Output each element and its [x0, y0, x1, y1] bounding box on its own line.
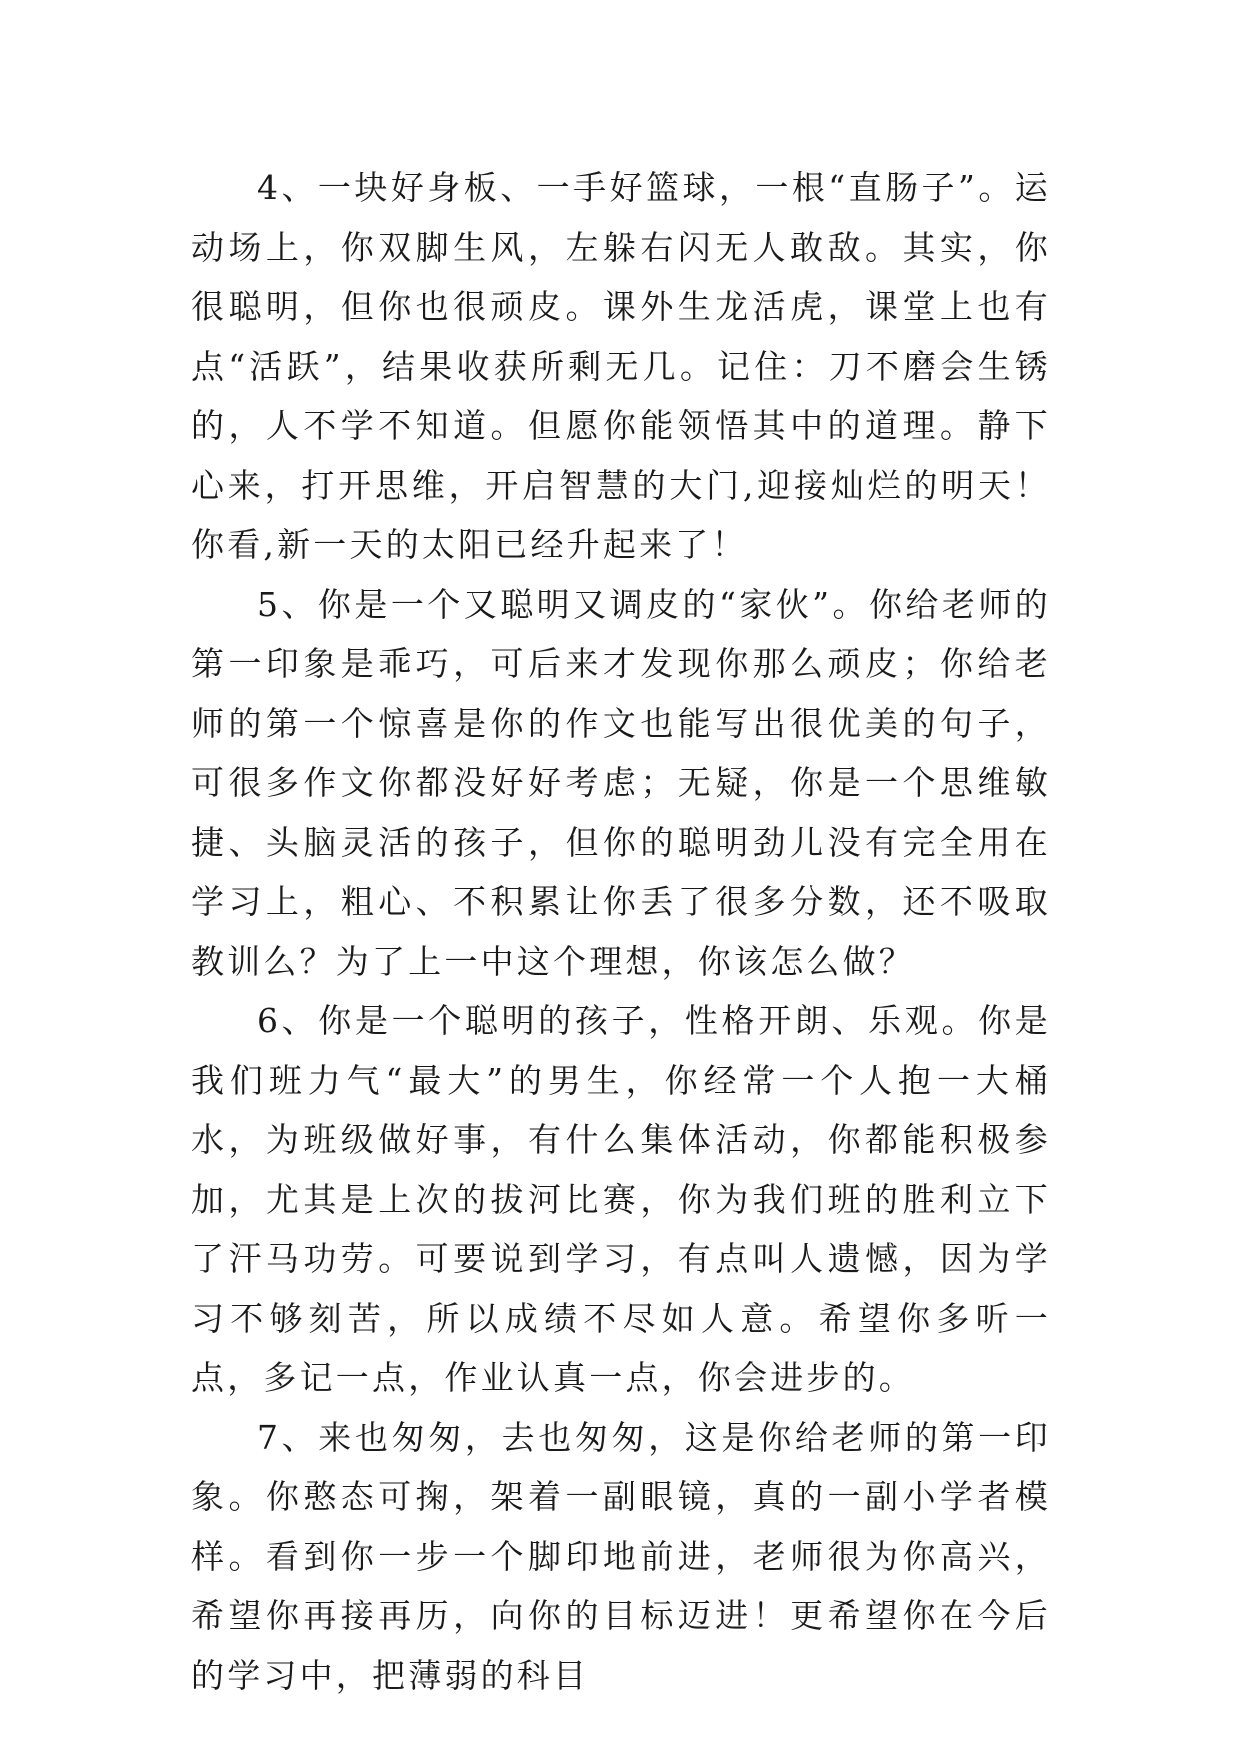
- paragraph-7: 7、来也匆匆，去也匆匆，这是你给老师的第一印象。你憨态可掬，架着一副眼镜，真的一副小学者模样。看到你一步一个脚印地前进，老师很为你高兴，希望你再接再历，向你的目标迈进！更希望你在今后的学习中，把薄弱的科目: [191, 1417, 1051, 1695]
- document-body: [191, 158, 1051, 1705]
- paragraph-6: 6、你是一个聪明的孩子，性格开朗、乐观。你是我们班力气“最大”的男生，你经常一个人抱一大桶水，为班级做好事，有什么集体活动，你都能积极参加，尤其是上次的拔河比赛，你为我们班的胜利立下了汗马功劳。可要说到学习，有点叫人遗憾，因为学习不够刻苦，所以成绩不尽如人意。希望你多听一点，多记一点，作业认真一点，你会进步的。: [191, 1001, 1051, 1397]
- paragraph-4: 4、一块好身板、一手好篮球，一根“直肠子”。运动场上，你双脚生风，左躲右闪无人敢敌。其实，你很聪明，但你也很顽皮。课外生龙活虎，课堂上也有点“活跃”，结果收获所剩无几。记住：刀不磨会生锈的，人不学不知道。但愿你能领悟其中的道理。静下心来，打开思维，开启智慧的大门,迎接灿烂的明天！你看,新一天的太阳已经升起来了！: [191, 168, 1051, 564]
- paragraph-5: 5、你是一个又聪明又调皮的“家伙”。你给老师的第一印象是乖巧，可后来才发现你那么顽皮；你给老师的第一个惊喜是你的作文也能写出很优美的句子，可很多作文你都没好好考虑；无疑，你是一个思维敏捷、头脑灵活的孩子，但你的聪明劲儿没有完全用在学习上，粗心、不积累让你丢了很多分数，还不吸取教训么？为了上一中这个理想，你该怎么做？: [191, 584, 1051, 981]
